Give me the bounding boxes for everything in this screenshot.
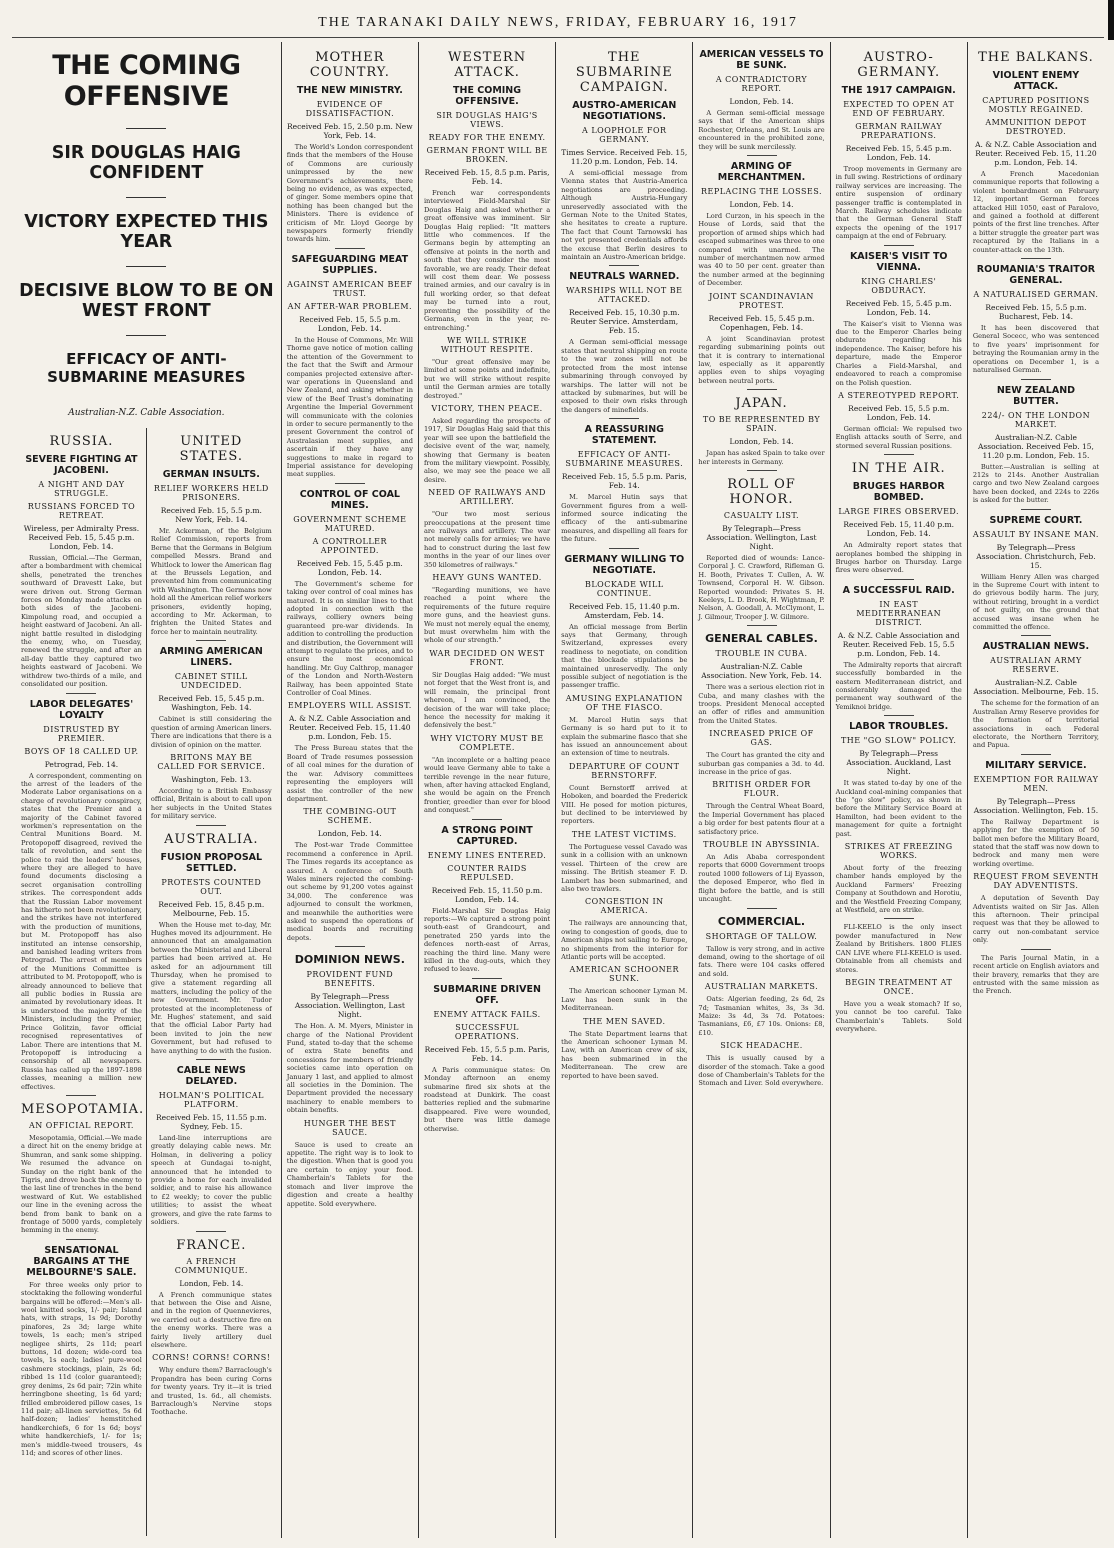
divider <box>196 825 226 826</box>
divider <box>884 245 914 246</box>
column-submarine-campaign <box>556 42 693 1538</box>
subcol-right <box>146 428 276 1536</box>
article-subhead: JOINT SCANDINAVIAN PROTEST. <box>709 291 814 310</box>
article-subhead: ASSAULT BY INSANE MAN. <box>972 529 1099 539</box>
dateline: Received Feb. 15, 5.45 p.m. Washington, Feb. 14. <box>158 694 265 713</box>
article-body: Field-Marshal Sir Douglas Haig reports:—We captured a strong point south-east of Grandcourt, and penetrated 250 yards into the defences north-east of Arras, reaching the third line. Many were killed in the dug-outs, which they refused to leave. <box>423 906 551 974</box>
article-body: The State Department learns that the American schooner Lyman M. Law, with an American crew of six, has been submarined in the Mediterranean. The crew are reported to have been saved. <box>561 1029 688 1080</box>
article-headline: SEVERE FIGHTING AT JACOBENI. <box>25 454 138 476</box>
article-subhead: RUSSIANS FORCED TO RETREAT. <box>27 502 136 520</box>
section-dominion-news: DOMINION NEWS. <box>294 953 405 967</box>
article-subhead: CASUALTY LIST. <box>723 510 800 520</box>
dateline: Petrograd, Feb. 14. <box>44 759 119 769</box>
dateline: Received Feb. 15, 5.45 p.m. London, Feb. 14. <box>296 558 403 577</box>
article-body: The Admiralty reports that aircraft successfully bombarded in the eastern Mediterranean district, and considerably damaged the permanent way southward of the Yemiknoi bridge. <box>835 660 962 711</box>
lead-deck-1: SIR DOUGLAS HAIG CONFIDENT <box>51 143 241 183</box>
article-body: Land-line interruptions are greatly delaying cable news. Mr. Holman, in delivering a policy speech at Gundagai to-night, announced that he intended to provide a home for each invalided soldier, and to raise his allowance to £2 weekly; to cover the public utilities; to assist the wheat growers, and give the rate farms to soldiers. <box>150 1134 272 1227</box>
article-body: French war correspondents interviewed Field-Marshal Sir Douglas Haig and asked whether a great offensive was imminent. Sir Douglas Haig replied: "It matters little who commences. If the Germans begin by attempting an offensive at points in the north and south that they consider the most favorable, we are ready. Their defeat will cost them dear. We possess trained armies, and our cavalry is in full working order, so that defeat may be turned into a rout, preventing the possibility of the Germans, even in the year, re-entrenching." <box>423 189 551 332</box>
section-balkans: THE BALKANS. <box>978 50 1094 65</box>
divider <box>1021 635 1051 636</box>
article-body: The Paris Journal Matin, in a recent article on English aviators and their bravery, remarks that they are entrusted with the same mission as the French. <box>972 953 1100 996</box>
article-headline: A SUCCESSFUL RAID. <box>842 584 955 596</box>
section-general-cables: GENERAL CABLES. <box>705 632 818 646</box>
divider <box>884 715 914 716</box>
article-subhead: A CONTROLLER APPOINTED. <box>312 536 388 555</box>
article-body: An official message from Berlin says that Germany, through Switzerland, expresses every readiness to negotiate, on condition that the blockade stipulations be maintained unreservedly. The only possible subject of negotiation is the passenger traffic. <box>561 622 688 690</box>
article-body: It was stated to-day by one of the Auckland coal-mining companies that the "go slow" policy, as shown in before the Military Service Board at Hamilton, had been evident to the management for quite a fortnight past. <box>835 779 962 838</box>
article-headline: SUPREME COURT. <box>989 514 1083 526</box>
article-body: "Our great offensive may be limited at some points and indefinite, but we will strike without respite until the German armies are totally destroyed." <box>423 357 551 400</box>
article-body: A French communique states that between the Oise and Aisne, and in the region of Quennevieres, we carried out a destructive fire on the enemy works. There was a fairly lively artillery duel elsewhere. <box>150 1290 272 1349</box>
section-france: FRANCE. <box>176 1237 247 1253</box>
article-body: In the House of Commons, Mr. Will Thorne gave notice of motion calling the attention of the Government to the fact that the Swift and Armour companies projected extensive after-war operations in Queensland and New Zealand, and asking whether in view of the Beef Trust's dominating Argentine the Imperial Government will communicate with the colonies in order to secure permanently to the present Government the control of Australasian meat supplies, and ascertain if they have any suggestions to make in regard to Imperial assistance for developing meat supplies. <box>286 335 413 479</box>
divider <box>1021 258 1051 259</box>
article-subhead: CONGESTION IN AMERICA. <box>584 897 664 916</box>
section-western-attack: WESTERN ATTACK. <box>448 50 527 80</box>
article-subhead: LARGE FIRES OBSERVED. <box>838 507 960 517</box>
dateline: By Telegraph—Press Association. Auckland, Last Night. <box>846 749 952 777</box>
article-headline: LABOR TROUBLES. <box>849 721 949 733</box>
article-subhead: EFFICACY OF ANTI-SUBMARINE MEASURES. <box>565 450 684 469</box>
dateline: By Telegraph—Press Association. Wellington, Last Night. <box>706 523 817 551</box>
article-subhead: EXPECTED TO OPEN AT END OF FEBRUARY. <box>843 100 955 118</box>
article-subhead: REQUEST FROM SEVENTH DAY ADVENTISTS. <box>973 872 1099 891</box>
article-body: A deputation of Seventh Day Adventists waited on Sir Jas. Allen this afternoon. Their principal request was that they be allowed to carry out non-combatant service only. <box>972 894 1100 945</box>
article-subhead: EVIDENCE OF DISSATISFACTION. <box>305 100 395 118</box>
article-body: "Regarding munitions, we have reached a point where the requirements of the future require more guns, and the heaviest guns. We must not merely equal the enemy, but must overwhelm him with the whole of our strength." <box>423 586 551 645</box>
article-body: Cabinet is still considering the question of arming American liners. There are indications that there is a division of opinion on the matter. <box>150 715 272 749</box>
section-roll-of-honor: ROLL OF HONOR. <box>727 476 796 507</box>
article-subhead: WAR DECIDED ON WEST FRONT. <box>429 648 545 667</box>
dateline: Received Feb. 15, 11.50 p.m. London, Feb. 14. <box>431 885 543 904</box>
section-austro-germany: AUSTRO-GERMANY. <box>857 50 941 80</box>
divider <box>335 483 365 484</box>
divider <box>747 389 777 390</box>
article-subhead: EXEMPTION FOR RAILWAY MEN. <box>973 774 1099 793</box>
dateline: Washington, Feb. 13. <box>171 774 252 784</box>
advert-headline: HUNGER THE BEST SAUCE. <box>303 1118 396 1137</box>
article-body: Japan has asked Spain to take over her interests in Germany. <box>698 449 825 466</box>
divider <box>472 978 502 979</box>
lead-subcolumns <box>17 428 276 1536</box>
divider <box>196 1059 226 1060</box>
dateline: London, Feb. 14. <box>729 97 794 106</box>
article-headline: LABOR DELEGATES' LOYALTY <box>29 698 134 721</box>
divider <box>609 418 639 419</box>
article-subhead: RELIEF WORKERS HELD PRISONERS. <box>153 484 269 502</box>
divider <box>66 693 96 694</box>
article-body: The Railway Department is applying for the exemption of 50 ballot men before the Military Board, stated that the staff was now down to bedrock and many men were working overtime. <box>972 817 1100 868</box>
article-subhead: AUSTRALIAN ARMY RESERVE. <box>990 656 1082 675</box>
article-headline: AMERICAN VESSELS TO BE SUNK. <box>699 49 824 71</box>
divider <box>335 946 365 947</box>
article-subhead: A NIGHT AND DAY STRUGGLE. <box>38 480 125 498</box>
dateline: Times Service. Received Feb. 15, 11.20 p.m. London, Feb. 14. <box>561 148 688 166</box>
dateline: Received Feb. 15, 2.50 p.m. New York, Feb. 14. <box>287 122 413 140</box>
advert-body: FLI-KEELO is the only insect powder manufactured in New Zealand by Britishers. 1800 FLIES CAN LIVE where FLI-KEELO is used. Obtainable from all chemists and stores. <box>835 923 962 974</box>
dateline: Received Feb. 15, 11.40 p.m. Amsterdam, Feb. 14. <box>568 601 680 620</box>
article-subhead: DISTRUSTED BY PREMIER. <box>43 724 120 743</box>
article-headline: ARMING AMERICAN LINERS. <box>159 646 263 669</box>
divider <box>66 1095 96 1096</box>
divider <box>126 335 166 336</box>
article-subhead: GERMAN FRONT WILL BE BROKEN. <box>426 146 548 164</box>
article-headline: VIOLENT ENEMY ATTACK. <box>992 70 1080 92</box>
advert-body: Why endure them? Barraclough's Propandra has been curing Corns for twenty years. Try it—it is tried and trusted, 1s. 6d., all chemists. Barraclough's Nervine stops Toothache. <box>150 1366 272 1417</box>
dateline: London, Feb. 14. <box>317 829 382 839</box>
dateline: Received Feb. 15, 5.5 p.m. London, Feb. 14. <box>299 314 401 333</box>
article-headline: KAISER'S VISIT TO VIENNA. <box>849 250 948 273</box>
dateline: Received Feb. 15, 5.45 p.m. London, Feb. 14. <box>845 144 952 162</box>
column-balkans <box>968 42 1104 1538</box>
column-austro-germany <box>831 42 968 1538</box>
dateline: Australian-N.Z. Cable Association. Melbourne, Feb. 15. <box>973 678 1099 697</box>
article-subhead: NEED OF RAILWAYS AND ARTILLERY. <box>428 488 546 507</box>
article-subhead: IN EAST MEDITERRANEAN DISTRICT. <box>856 599 942 627</box>
article-subhead: TROUBLE IN ABYSSINIA. <box>703 840 820 850</box>
article-body: When the House met to-day, Mr. Hughes moved its adjournment. He announced that an amalgamation between the Ministerial and Liberal parties had been arrived at. He asked for an adjournment till Thursday, when he promised to give a statement regarding all matters, including the policy of the new Government. Mr. Tudor protested at the incompleteness of Mr. Hughes' statement, and said that the official Labor Party had been invited to join the new Government, but had refused to have anything to do with the fusion. <box>150 920 272 1055</box>
section-japan: JAPAN. <box>735 396 788 412</box>
article-subhead: VICTORY, THEN PEACE. <box>431 403 543 413</box>
article-body: Through the Central Wheat Board, the Imperial Government has placed a big order for best patents flour at a satisfactory price. <box>698 802 825 836</box>
section-mesopotamia: MESOPOTAMIA. <box>21 1101 145 1117</box>
article-body: A correspondent, commenting on the arrest of the leaders of the Moderate Labor organisations on a charge of revolutionary conspiracy, states that the Premier and a majority of the Cabinet favored workmen's representation on the Central Munitions Board. M. Protopopoff disagreed, revived the talk of revolution, and sent the police to raid the leaders' houses, where they are alleged to have found documents disclosing a secret organisation controlling strikes. The correspondent adds that the Russian Labor movement has hitherto not been revolutionary, and the strikes have not interfered with the production of munitions, but M. Protopopoff has also instituted an intense censorship, and banished leading writers from Petrograd. The arrest of members of the Munitions Committee is attributed to M. Protopopoff, who is already announced to believe that all public bodies in Russia are animated by revolutionary ideas. It is understood the majority of the Ministers, including the Premier, Prince Golitzin, favor official recognised representatives of Labor. There are intentions that M. Protopopoff is introducing a censorship of all newspapers. Russia has called up the 1897-1898 classes, meaning a million new effectives. <box>21 771 142 1091</box>
article-headline: GERMAN INSULTS. <box>162 469 260 480</box>
article-subhead: THE MEN SAVED. <box>583 1016 666 1026</box>
article-subhead: TROUBLE IN CUBA. <box>715 649 808 659</box>
article-subhead: EMPLOYERS WILL ASSIST. <box>287 701 412 711</box>
article-headline: BRUGES HARBOR BOMBED. <box>852 481 945 504</box>
article-subhead: KING CHARLES' OBDURACY. <box>861 276 937 295</box>
advert-body: For three weeks only prior to stocktaking the following wonderful bargains will be offered:—Men's all-wool knitted socks, 1/- pair; Island hats, with straps, 1s 9d; Dorothy pinafores, 2s 3d; large white towels, 1s each; men's striped negligee shirts, 2s 11d; pearl buttons, 1d dozen; wide-cord tea towels, 1s each; ladies' pure-wool cashmere stockings, plain, 2s 6d; ribbed 1s 11d (color guaranteed); grey denims, 2s 6d pair; 72in white herringbone sheeting, 1s 6d yard; frilled embroidered pillow cases, 1s 11d pair; all-linen serviettes, 5s 6d half-dozen; ladies' hemstitched handkerchiefs, 6 for 1s 6d; boys' white handkerchiefs, 1/- for 1s; men's middle-tweed trousers, 4s 11d; and scores of other lines. <box>21 1280 142 1457</box>
divider <box>884 579 914 580</box>
advert-headline: CORNS! CORNS! CORNS! <box>152 1353 271 1363</box>
article-headline: THE NEW MINISTRY. <box>296 85 403 96</box>
divider <box>1021 509 1051 510</box>
article-headline: CABLE NEWS DELAYED. <box>176 1065 246 1088</box>
article-subhead: BRITONS MAY BE CALLED FOR SERVICE. <box>157 752 266 771</box>
article-headline: SAFEGUARDING MEAT SUPPLIES. <box>291 253 409 276</box>
article-subhead: SHORTAGE OF TALLOW. <box>705 931 818 941</box>
section-united-states: UNITED STATES. <box>179 434 243 464</box>
article-body: A semi-official message from Vienna states that Austria-America negotiations are proceeding. Although Austria-Hungary unreservedly associated with the German Note to the United States, she hesitates to create a rupture. The fact that Count Tarnowski has not yet presented credentials affords the excuse that Berlin desires to maintain an Austro-American bridge. <box>561 169 688 262</box>
section-commercial: COMMERCIAL. <box>717 914 806 928</box>
columns <box>12 42 1104 1538</box>
divider <box>1021 379 1051 380</box>
dateline: Received Feb. 15, 8.5 p.m. Paris, Feb. 14. <box>424 168 550 186</box>
dateline: A. & N.Z. Cable Association and Reuter. Received Feb. 15, 11.40 p.m. London, Feb. 15. <box>288 714 411 742</box>
advert-body: Sauce is used to create an appetite. The right way is to look to the digestion. When that is good you are certain to enjoy your food. Chamberlain's Tablets for the stomach and liver improve the digestion and create a healthy appetite. Sold everywhere. <box>286 1140 413 1208</box>
article-subhead: PROVIDENT FUND BENEFITS. <box>306 970 394 989</box>
agency-credit: Australian-N.Z. Cable Association. <box>68 408 225 418</box>
article-body: Butter.—Australian is selling at 212s to 214s. Another Australian cargo and two New Zealand cargoes have been docked, and 224s to 226s is asked for the butter. <box>972 462 1100 505</box>
article-body: The Post-war Trade Committee recommend a conference in April. The Times regards its acceptance as assured. A conference of South Wales miners rejected the combing-out scheme by 91,200 votes against 34,000. The conference was adjourned to consult the workmen, and meanwhile the authorities were asked to suspend the operations of medical boards and recruiting depots. <box>286 841 413 942</box>
article-body: Troop movements in Germany are in full swing. Restrictions of ordinary railway services are increasing. The entire suspension of ordinary passenger traffic is contemplated in March. Railway schedules indicate that the German General Staff expects the opening of the 1917 campaign at the end of February. <box>835 165 962 241</box>
article-subhead: CABINET STILL UNDECIDED. <box>174 672 248 691</box>
article-subhead: WHY VICTORY MUST BE COMPLETE. <box>430 733 544 752</box>
dateline: London, Feb. 14. <box>179 1278 244 1288</box>
advert-body: This is usually caused by a disorder of the stomach. Take a good dose of Chamberlain's Tablets for the Stomach and Liver. Sold everywhere. <box>698 1054 825 1088</box>
dateline: A. & N.Z. Cable Association and Reuter. Received Feb. 15, 11.20 p.m. London, Feb. 14. <box>975 140 1097 167</box>
article-subhead: AMMUNITION DEPOT DESTROYED. <box>985 118 1087 136</box>
column-western-attack <box>419 42 556 1538</box>
article-body: "Our two most serious preoccupations at the present time are railways and artillery. The war not merely calls for armies; we have had to construct during the last few months in the year of our lines over 350 kilometres of railways." <box>423 510 551 569</box>
column-mother-country <box>282 42 419 1538</box>
dateline: Wireless, per Admiralty Press. Received Feb. 15, 5.45 p.m. London, Feb. 14. <box>23 524 140 551</box>
scrollbar[interactable] <box>1108 0 1114 40</box>
article-body: Tallow is very strong, and in active demand, owing to the shortage of oil fats. There were 104 casks offered and sold. <box>698 944 825 978</box>
article-body: A joint Scandinavian protest regarding submarining points out that it is contrary to international law, especially as it apparently applies even to ships voyaging between neutral ports. <box>698 334 825 385</box>
article-body: Reported died of wounds: Lance-Corporal J. C. Crawford, Rifleman G. H. Booth, Privates T. Cullen, A. W. Townsend, Corporal H. W. Gibson. Reported wounded: Privates S. H. Keeleys, L. D. Brook, H. Wightman, P. Nelson, A. Goodall, A. McClymont, L. J. Gilmour, Trooper J. W. Gilmore. <box>698 553 825 621</box>
article-headline: AUSTRO-AMERICAN NEGOTIATIONS. <box>572 100 677 122</box>
article-body: The Hon. A. M. Myers, Minister in charge of the National Provident Fund, stated to-day that the scheme of extra State benefits and concessions for members of friendly societies came into operation on January 1 last, and applied to almost all societies in the Dominion. The Department provided the necessary machinery to enable members to obtain benefits. <box>286 1022 413 1115</box>
section-submarine-campaign: THE SUBMARINE CAMPAIGN. <box>575 50 673 95</box>
article-subhead: BOYS OF 18 CALLED UP. <box>24 746 139 756</box>
article-subhead: GOVERNMENT SCHEME MATURED. <box>293 514 407 533</box>
article-subhead: ENEMY ATTACK FAILS. <box>433 1009 541 1019</box>
article-body: The World's London correspondent finds that the members of the House of Commons are curiously unimpressed by the new Government's achievements, there being no evidence, as was expected, of ginger. Some members opine that nothing has been changed but the Ministers. There is evidence of criticism of Mr. Lloyd George by newspapers formerly friendly towards him. <box>286 143 413 244</box>
article-body: William Henry Allen was charged in the Supreme Court with intent to do grievous bodily harm. The jury, without retiring, brought in a verdict of not guilty, on the ground that accused was insane when he committed the offence. <box>972 572 1100 631</box>
divider <box>747 470 777 471</box>
article-subhead: REPLACING THE LOSSES. <box>700 187 822 197</box>
article-body: The Portuguese vessel Cavado was sunk in a collision with an unknown vessel. Thirteen of the crew are missing. The British steamer F. D. Lambert has been submarined, and also two trawlers. <box>561 842 688 893</box>
subcol-left <box>17 428 146 1536</box>
article-subhead: AN AFTER-WAR PROBLEM. <box>287 301 413 311</box>
article-subhead: A NATURALISED GERMAN. <box>973 290 1099 300</box>
article-body: Sir Douglas Haig added: "We must not forget that the West front is, and will remain, the principal front whereon, I am convinced, the decision of the war will take place; hence the necessity for making it defensively the best." <box>423 670 551 730</box>
divider <box>66 1239 96 1240</box>
dateline: Received Feb. 15, 11.55 p.m. Sydney, Feb. 15. <box>155 1113 267 1132</box>
article-subhead: A FRENCH COMMUNIQUE. <box>174 1256 248 1275</box>
divider <box>1021 949 1051 950</box>
article-body: "An incomplete or a halting peace would leave Germany able to take a terrible revenge in the near future, when, after having attacked England, she would be again on the French frontier, greedier than ever for blood and conquest." <box>423 755 551 815</box>
article-headline: THE COMING OFFENSIVE. <box>453 85 522 107</box>
article-body: There was a serious election riot in Cuba, and many clashes with the troops. President Menocal accepted an offer of rifles and ammunition from the United States. <box>698 683 825 725</box>
divider <box>1021 754 1051 755</box>
article-body: An Admiralty report states that aeroplanes bombed the shipping in Bruges harbor on Thursday. Large fires were observed. <box>835 541 962 575</box>
column-general <box>693 42 830 1538</box>
advert-headline: BEGIN TREATMENT AT ONCE. <box>845 977 953 996</box>
article-body: Russian, Official.—The German, after a bombardment with chemical shells, penetrated the trenches southward of Dravestt Lake, but were driven out. Strong German forces on Monday made attacks on both sides of the Jacobeni-Kimpolung road, and occupied a height eastward of Jacobeni. An all-night battle resulted in dislodging the enemy, who, on Tuesday, renewed the struggle, and after an all-day battle they captured two heights eastward of Jacobeni. We withdrew two-thirds of a mile, and consolidated our position. <box>21 554 142 689</box>
article-headline: NEUTRALS WARNED. <box>569 271 680 283</box>
dateline: By Telegraph—Press Association. Christchurch, Feb. 15. <box>976 542 1096 570</box>
article-body: A French Macedonian communique reports that following a violent bombardment on February 12, important German forces attacked Hill 1050, east of Paralovo, and gained a foothold at different points of the first line trenches. After a bitter struggle the greater part was recaptured by the Italians in a counter-attack on the 13th. <box>972 170 1100 254</box>
article-headline: A REASSURING STATEMENT. <box>584 424 664 447</box>
article-body: Lord Curzon, in his speech in the House of Lords, said that the proportion of armed ships which had escaped submarines was three to one compared with unarmed. The number of merchantmen now armed was 40 to 50 per cent. greater than the number armed at the beginning of December. <box>698 212 825 288</box>
article-subhead: THE "GO SLOW" POLICY. <box>840 736 957 746</box>
article-body: About forty of the freezing chamber hands employed by the Auckland Farmers' Freezing Company at Southdown and Horotiu, and the Westfield Freezing Company, at Westfield, are on strike. <box>835 864 962 915</box>
article-body: The scheme for the formation of an Australian Army Reserve provides for the formation of territorial associations in each Federal electorate, the Northern Territory, and Papua. <box>972 699 1100 750</box>
masthead: THE TARANAKI DAILY NEWS, FRIDAY, FEBRUARY 16, 1917 <box>12 8 1104 38</box>
dateline: Received Feb. 15, 10.30 p.m. Reuter Service. Amsterdam, Feb. 15. <box>568 308 680 336</box>
article-subhead: 224/- ON THE LONDON MARKET. <box>981 410 1091 429</box>
dateline: Received Feb. 15, 8.45 p.m. Melbourne, Feb. 15. <box>158 899 265 918</box>
article-subhead: INCREASED PRICE OF GAS. <box>709 729 814 748</box>
advert-headline: SENSATIONAL BARGAINS AT THE MELBOURNE'S SALE. <box>26 1244 137 1278</box>
article-headline: CONTROL OF COAL MINES. <box>299 488 400 511</box>
article-subhead: STRIKES AT FREEZING WORKS. <box>844 842 953 861</box>
article-subhead: THE LATEST VICTIMS. <box>571 829 677 839</box>
divider <box>609 548 639 549</box>
dateline: Received Feb. 15, 5.5 p.m. New York, Feb. 14. <box>160 506 262 524</box>
advert-body: Have you a weak stomach? If so, you cannot be too careful. Take Chamberlain's Tablets. Sold everywhere. <box>835 999 962 1034</box>
article-subhead: AMUSING EXPLANATION OF THE FIASCO. <box>565 693 683 712</box>
divider <box>126 128 166 129</box>
dateline: By Telegraph—Press Association. Wellington, Feb. 15. <box>973 796 1099 815</box>
article-subhead: A CONTRADICTORY REPORT. <box>715 75 808 93</box>
article-headline: AUSTRALIAN NEWS. <box>982 641 1090 653</box>
dateline: Received Feb. 15, 5.5 p.m. Paris, Feb. 14. <box>561 472 687 491</box>
article-headline: ROUMANIA'S TRAITOR GENERAL. <box>976 264 1096 287</box>
article-subhead: AUSTRALIAN MARKETS. <box>704 982 819 992</box>
article-subhead: HOLMAN'S POLITICAL PLATFORM. <box>158 1091 264 1110</box>
article-headline: GERMANY WILLING TO NEGOTIATE. <box>564 553 685 576</box>
article-headline: SUBMARINE DRIVEN OFF. <box>433 983 541 1006</box>
article-subhead: SUCCESSFUL OPERATIONS. <box>454 1022 520 1041</box>
divider <box>747 625 777 626</box>
article-body: According to a British Embassy official, Britain is about to call upon her subjects in the United States for military service. <box>150 786 272 821</box>
article-body: Asked regarding the prospects of 1917, Sir Douglas Haig said that this year will see upon the battlefield the decisive event of the war, namely, showing that Germany is beaten from the military viewpoint. Possibly, also, we may see the peace we all desire. <box>423 416 551 484</box>
divider <box>747 908 777 909</box>
lead-deck-2: VICTORY EXPECTED THIS YEAR <box>24 212 269 252</box>
article-body: The railways are announcing that, owing to congestion of goods, due to American ships not sailing to Europe, no shipments from the interior for Atlantic ports will be accepted. <box>561 919 688 961</box>
article-body: The Court has granted the city and suburban gas companies a 3d. to 4d. increase in the price of gas. <box>698 751 825 777</box>
article-subhead: TO BE REPRESENTED BY SPAIN. <box>702 415 821 434</box>
dateline: Received Feb. 15, 11.40 p.m. London, Feb. 14. <box>843 520 955 539</box>
article-body: A Paris communique states: On Monday afternoon an enemy submarine fired six shots at the roadstead at Dunkirk. The coast batteries replied and the submarine disappeared. Five were wounded, but there was little damage otherwise. <box>423 1065 551 1133</box>
lead-deck-4: EFFICACY OF ANTI-SUBMARINE MEASURES <box>47 350 246 386</box>
lead-deck-3: DECISIVE BLOW TO BE ON WEST FRONT <box>19 281 274 321</box>
article-body: The Kaiser's visit to Vienna was due to the Emperor Charles being obdurate regarding his independence. The Kaiser, before his departure, made the Emperor Charles a Field-Marshal, and endeavored to reach a compromise on the Polish question. <box>835 319 962 387</box>
article-body: It has been discovered that General Socecc, who was sentenced to five years' imprisonment for betraying the Roumanian army in the operations on December 1, is a naturalised German. <box>972 324 1100 375</box>
article-subhead: WE WILL STRIKE WITHOUT RESPITE. <box>440 335 534 354</box>
dateline: London, Feb. 14. <box>729 437 794 447</box>
article-headline: MILITARY SERVICE. <box>985 759 1087 771</box>
section-in-the-air: IN THE AIR. <box>851 461 946 477</box>
article-subhead: PROTESTS COUNTED OUT. <box>161 877 262 896</box>
divider <box>126 266 166 267</box>
divider <box>196 1231 226 1232</box>
article-subhead: ENEMY LINES ENTERED. <box>427 850 547 860</box>
divider <box>126 197 166 198</box>
dateline: Australian-N.Z. Cable Association. Received Feb. 15, 11.20 p.m. London, Feb. 15. <box>977 432 1094 460</box>
article-subhead: AGAINST AMERICAN BEEF TRUST. <box>287 279 413 298</box>
article-subhead: READY FOR THE ENEMY. <box>428 133 546 142</box>
article-subhead: CAPTURED POSITIONS MOSTLY REGAINED. <box>982 96 1090 114</box>
article-subhead: A LOOPHOLE FOR GERMANY. <box>582 126 667 144</box>
article-headline: THE 1917 CAMPAIGN. <box>841 85 956 96</box>
article-subhead: A STEREOTYPED REPORT. <box>838 390 960 400</box>
dateline: Received Feb. 15, 5.45 p.m. London, Feb. 14. <box>845 298 952 317</box>
article-subhead: GERMAN RAILWAY PREPARATIONS. <box>855 122 943 140</box>
article-subhead: COUNTER RAIDS REPULSED. <box>447 863 527 882</box>
article-subhead: WARSHIPS WILL NOT BE ATTACKED. <box>566 286 683 305</box>
divider <box>472 819 502 820</box>
lead-column <box>12 42 282 1538</box>
article-body: Oats: Algerian feeding, 2s 6d, 2s 7d; Tasmanian whites, 3s, 3s 3d. Maize: 3s 4d, 3s 7d. Potatoes: Tasmanians, £6, £7 10s. Onions: £8, £10. <box>698 995 825 1037</box>
section-russia: RUSSIA. <box>49 434 114 449</box>
article-body: M. Marcel Hutin says that Germany is so hard put to it to explain the submarine fiasco that she has issued an announcement about an extension of time to neutrals. <box>561 715 688 758</box>
article-body: The Press Bureau states that the Board of Trade resumes possession of all coal mines for the duration of the war. Advisory committees representing the employers will assist the controller of the new department. <box>286 744 413 803</box>
advert-headline: SICK HEADACHE. <box>720 1041 803 1051</box>
article-body: A German semi-official message says that if the American ships Rochester, Orleans, and St. Louis are encountered in the prohibited zone, they will be sunk mercilessly. <box>698 109 825 151</box>
article-subhead: DEPARTURE OF COUNT BERNSTORFF. <box>569 761 680 780</box>
divider <box>884 454 914 455</box>
article-body: A German semi-official message states that neutral shipping en route to the war zones will not be protected from the most intense submarining through convoyed by warships. The latter will not be attacked by submarines, but will be exposed to their own risks through the dangers of minefields. <box>561 338 688 414</box>
article-body: Mr. Ackerman, of the Belgium Relief Commission, reports from Berne that the Germans in Belgium compelled Messrs. Brand and Whitlock to lower the American flag at the Brussels Legation, and prevented him from communicating with Washington. The Germans now hold all the American relief workers prisoners, evidently hoping, according to Mr. Ackerman, to frighten the United States and force her to maintain neutrality. <box>150 527 272 636</box>
lead-headline: THE COMING OFFENSIVE <box>52 50 241 112</box>
dateline: Received Feb. 15, 5.5 p.m. London, Feb. 14. <box>848 403 950 422</box>
dateline: Australian-N.Z. Cable Association. New York, Feb. 14. <box>701 662 822 681</box>
dateline: By Telegraph—Press Association. Wellington, Last Night. <box>294 992 405 1020</box>
dateline: Received Feb. 15, 5.45 p.m. Copenhagen, Feb. 14. <box>708 313 815 332</box>
divider <box>884 918 914 919</box>
article-headline: ARMING OF MERCHANTMEN. <box>717 161 806 184</box>
divider <box>196 640 226 641</box>
divider <box>335 248 365 249</box>
article-body: Count Bernstorff arrived at Hoboken, and boarded the Frederick VIII. He posed for motion pictures, but declined to be interviewed by reporters. <box>561 783 688 826</box>
article-subhead: AMERICAN SCHOONER SUNK. <box>569 965 680 984</box>
article-subhead: BLOCKADE WILL CONTINUE. <box>584 579 664 598</box>
divider <box>747 155 777 156</box>
article-headline: A STRONG POINT CAPTURED. <box>441 824 533 847</box>
article-body: The Government's scheme for taking over control of coal mines has matured. It is on similar lines to that adopted in connection with the railways, colliery owners being guaranteed pre-war dividends. In addition to controlling the production and distribution, the Government will attempt to regulate the prices, and to ensure the most economical handling. Mr. Guy Calthrop, manager of the London and North-Western Railway, has been appointed State Controller of Coal Mines. <box>286 579 413 698</box>
dateline: A. & N.Z. Cable Association and Reuter. Received Feb. 15, 5.5 p.m. London, Feb. 14. <box>837 630 960 658</box>
dateline: Received Feb. 15, 5.5 p.m. Bucharest, Feb. 14. <box>985 303 1087 322</box>
divider <box>609 265 639 266</box>
article-body: Mesopotamia, Official.—We made a direct hit on the enemy bridge at Shumran, and sank some shipping. We resumed the advance on Sunday on the right bank of the Tigris, and drove back the enemy to the last line of trenches in the bend westward of Kut. We established our line in the evening across the bend from bank to bank on a frontage of 5000 yards, completely hemming in the enemy. <box>21 1133 142 1235</box>
article-body: German official: We repulsed two English attacks south of Serre, and stormed several Russian positions. <box>835 424 962 450</box>
article-subhead: AN OFFICIAL REPORT. <box>28 1120 134 1130</box>
dateline: London, Feb. 14. <box>729 200 794 210</box>
article-body: The American schooner Lyman M. Law has been sunk in the Mediterranean. <box>561 987 688 1013</box>
section-australia: AUSTRALIA. <box>164 831 259 847</box>
article-subhead: HEAVY GUNS WANTED. <box>432 573 542 583</box>
article-body: M. Marcel Hutin says that Government figures from a well-informed source indicating the efficacy of the anti-submarine measures, and dispelling all fears for the future. <box>561 493 688 544</box>
article-subhead: BRITISH ORDER FOR FLOUR. <box>712 780 811 799</box>
article-subhead: THE COMBING-OUT SCHEME. <box>303 807 397 826</box>
article-body: An Adis Ababa correspondent reports that 6000 Government troops routed 1000 followers of Lij Eyasson, the deposed Emperor, who fled in flight before the battle, and is still uncaught. <box>698 853 825 904</box>
article-headline: NEW ZEALAND BUTTER. <box>996 384 1076 407</box>
article-headline: FUSION PROPOSAL SETTLED. <box>160 851 263 874</box>
article-subhead: SIR DOUGLAS HAIG'S VIEWS. <box>436 111 538 129</box>
section-mother-country: MOTHER COUNTRY. <box>309 50 390 80</box>
dateline: Received Feb. 15, 5.5 p.m. Paris, Feb. 14. <box>424 1044 550 1063</box>
